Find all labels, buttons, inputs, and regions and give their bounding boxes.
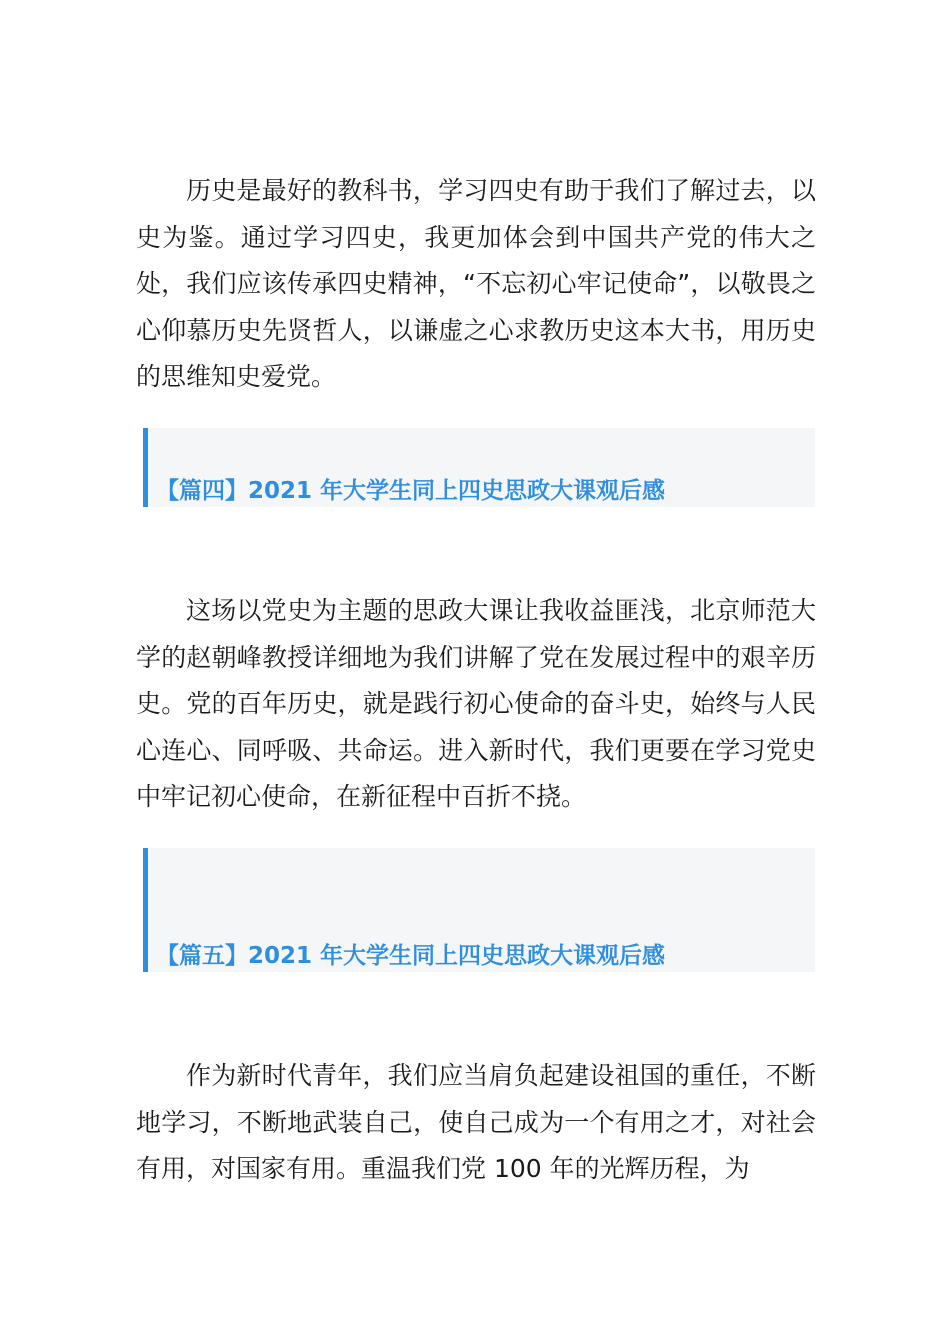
section-heading-5-title: 【篇五】2021 年大学生同上四史思政大课观后感 bbox=[156, 943, 666, 969]
section-heading-5 bbox=[143, 848, 815, 972]
body-paragraph-1: 历史是最好的教科书，学习四史有助于我们了解过去，以史为鉴。通过学习四史，我更加体会到中国共产党的伟大之处，我们应该传承四史精神，“不忘初心牢记使命”，以敬畏之心仰慕历史先贤哲人，以谦虚之心求教历史这本大书，用历史的思维知史爱党。 bbox=[136, 176, 816, 391]
body-paragraph-2: 这场以党史为主题的思政大课让我收益匪浅，北京师范大学的赵朝峰教授详细地为我们讲解了党在发展过程中的艰辛历史。党的百年历史，就是践行初心使命的奋斗史，始终与人民心连心、同呼吸、共命运。进入新时代，我们更要在学习党史中牢记初心使命，在新征程中百折不挠。 bbox=[136, 596, 816, 811]
section-heading-4 bbox=[143, 428, 815, 507]
section-heading-4-title: 【篇四】2021 年大学生同上四史思政大课观后感 bbox=[156, 478, 666, 504]
body-paragraph-3: 作为新时代青年，我们应当肩负起建设祖国的重任，不断地学习，不断地武装自己，使自己成为一个有用之才，对社会有用，对国家有用。重温我们党 100 年的光辉历程，为 bbox=[136, 1061, 816, 1183]
